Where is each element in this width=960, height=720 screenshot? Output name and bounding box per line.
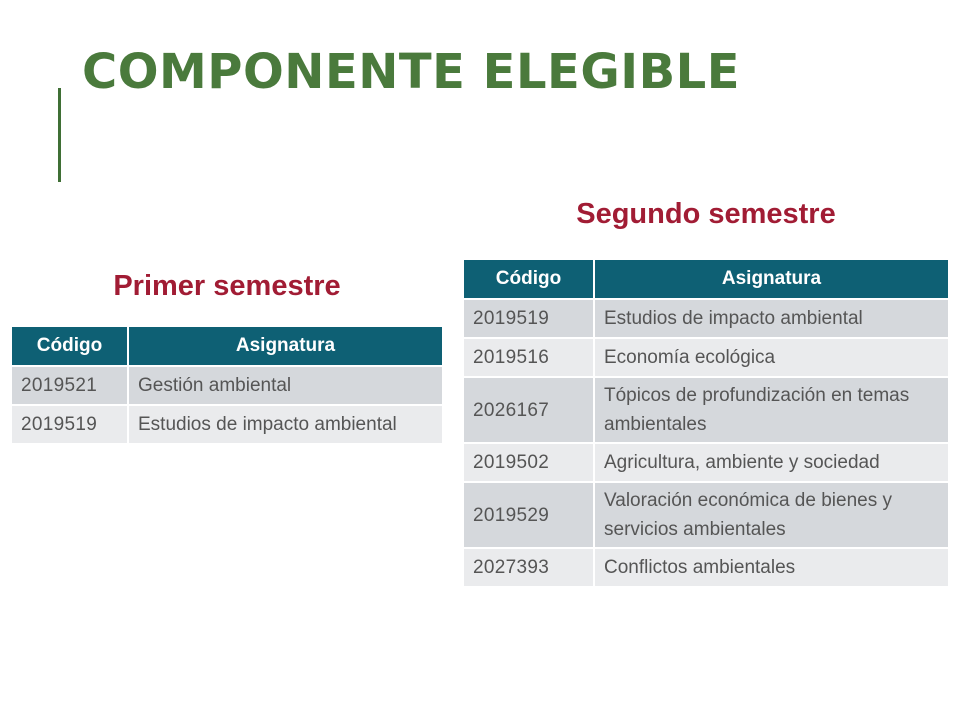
column-header-asignatura: Asignatura: [128, 327, 442, 366]
course-subject: Estudios de impacto ambiental: [594, 299, 948, 338]
table-header-row: [464, 260, 948, 299]
table-row: [464, 377, 948, 443]
course-subject: Estudios de impacto ambiental: [128, 405, 442, 444]
segundo-semestre-table: [464, 260, 948, 588]
primer-semestre-table: [12, 327, 442, 445]
course-subject: Valoración económica de bienes y servicios ambientales: [594, 482, 948, 548]
course-code: 2019516: [464, 338, 594, 377]
course-code: 2019529: [464, 482, 594, 548]
table-row: [12, 405, 442, 444]
course-code: 2019519: [464, 299, 594, 338]
course-subject: Tópicos de profundización en temas ambientales: [594, 377, 948, 443]
course-code: 2026167: [464, 377, 594, 443]
course-code: 2019519: [12, 405, 128, 444]
column-header-asignatura: Asignatura: [594, 260, 948, 299]
table-row: [12, 366, 442, 405]
column-header-codigo: Código: [464, 260, 594, 299]
course-code: 2019502: [464, 443, 594, 482]
table-row: [464, 299, 948, 338]
course-code: 2027393: [464, 548, 594, 587]
course-subject: Agricultura, ambiente y sociedad: [594, 443, 948, 482]
course-code: 2019521: [12, 366, 128, 405]
column-header-codigo: Código: [12, 327, 128, 366]
table-row: [464, 338, 948, 377]
page-title: COMPONENTE ELEGIBLE: [82, 44, 741, 100]
table-header-row: [12, 327, 442, 366]
table-row: [464, 548, 948, 587]
segundo-semestre-heading: Segundo semestre: [576, 198, 836, 230]
primer-semestre-heading: Primer semestre: [113, 270, 341, 302]
course-subject: Gestión ambiental: [128, 366, 442, 405]
table-row: [464, 443, 948, 482]
course-subject: Economía ecológica: [594, 338, 948, 377]
table-row: [464, 482, 948, 548]
title-accent-bar: [58, 88, 61, 182]
course-subject: Conflictos ambientales: [594, 548, 948, 587]
